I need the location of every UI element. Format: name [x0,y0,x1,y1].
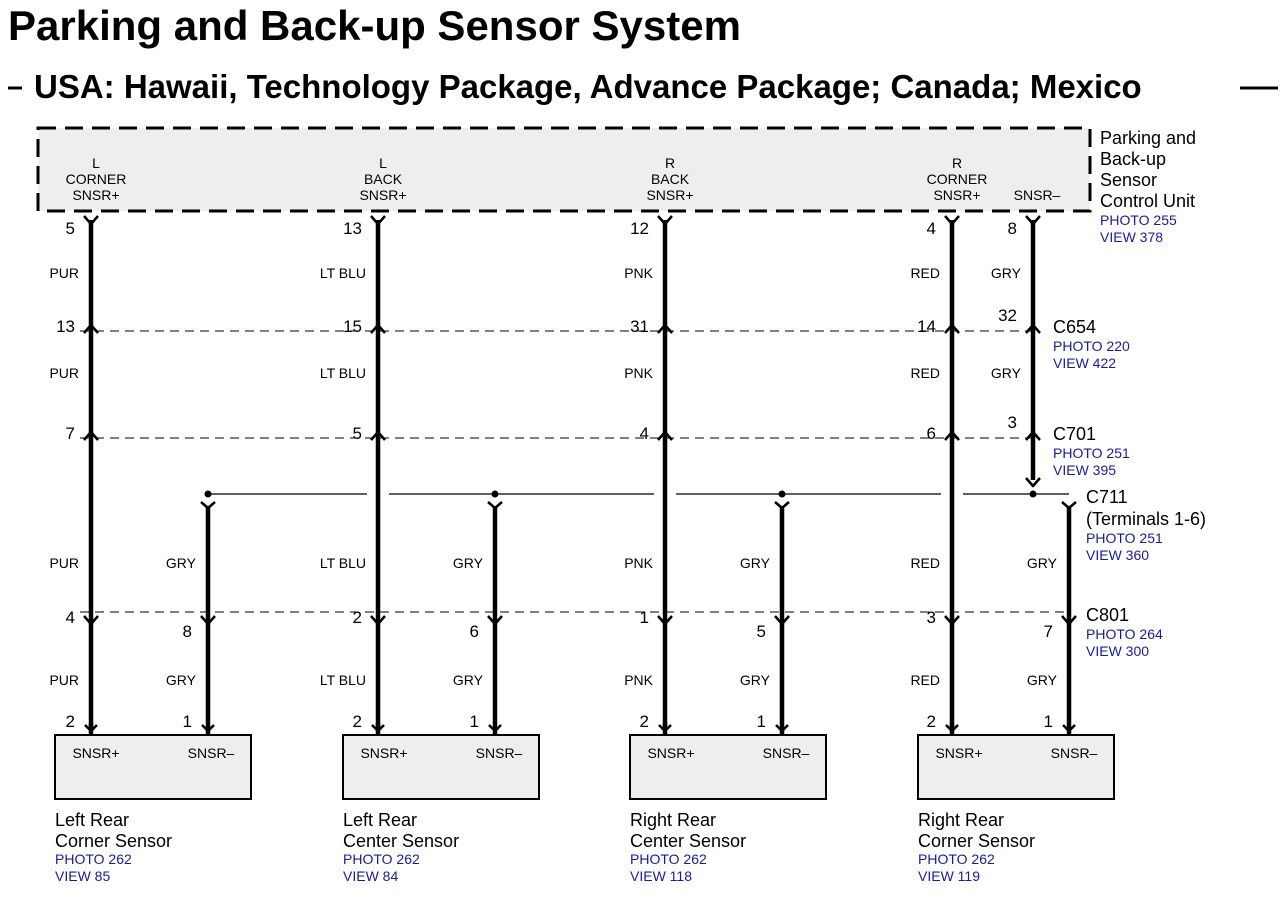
c801-pin-number: 5 [756,622,766,641]
control-unit-view-ref: VIEW 378 [1100,229,1164,245]
sensor-photo-ref: PHOTO 262 [55,851,132,867]
c654-view-ref: VIEW 422 [1053,355,1117,371]
c701-pin-number: 4 [639,424,649,443]
wire-color-label: GRY [165,555,196,571]
wires [55,216,1117,799]
control-unit-name-line: Parking and [1100,128,1197,148]
c701-view-ref: VIEW 395 [1053,462,1117,478]
wire-color-label: GRY [1026,672,1057,688]
sensor-pin-number: 2 [639,712,649,731]
wire-color-label: GRY [452,555,483,571]
control-unit-name-line: Control Unit [1100,191,1196,211]
c654-pin-number: 13 [56,317,75,336]
sensor-view-ref: VIEW 119 [918,868,980,884]
wire-color-label: LT BLU [319,672,366,688]
c654-photo-ref: PHOTO 220 [1053,338,1130,354]
sensor-neg-terminal-label: SNSR– [1050,745,1098,761]
wire-color-label: PNK [624,555,653,571]
control-unit-terminal-label: SNSR+ [359,187,407,203]
c654-name: C654 [1053,317,1097,337]
c801-pin-number: 3 [926,608,936,627]
wire-color-label: RED [910,672,940,688]
c801-pin-number: 4 [65,608,75,627]
control-unit-pin-number: 8 [1007,219,1017,238]
c701-pin-number: 3 [1007,413,1017,432]
control-unit-name [1100,128,1196,245]
control-unit-pin-number: 4 [926,219,936,238]
wire-color-label: GRY [990,365,1021,381]
c701-photo-ref: PHOTO 251 [1053,445,1130,461]
splice-dot [1030,491,1037,498]
c701-pin-number: 5 [352,424,362,443]
control-unit-terminal-label: BACK [363,171,403,187]
c801-pin-number: 1 [639,608,649,627]
c701-pin-number: 7 [65,424,75,443]
sensor-pos-terminal-label: SNSR+ [360,745,408,761]
wire-color-label: GRY [1026,555,1057,571]
control-unit-box [38,128,1090,211]
sensor-name-line: Corner Sensor [918,831,1036,851]
control-unit-name-line: Sensor [1100,170,1158,190]
sensor-pin-number: 2 [65,712,75,731]
sensor-name-line: Left Rear [55,810,130,830]
c654-pin-number: 31 [630,317,649,336]
sensor-pos-terminal-label: SNSR+ [72,745,120,761]
wire-color-label: PNK [624,672,653,688]
c801-pin-number: 2 [352,608,362,627]
control-unit-name-line: Back-up [1100,149,1167,169]
sensor-name-line: Center Sensor [630,831,747,851]
c711-terminals-note: (Terminals 1-6) [1086,509,1207,529]
control-unit-terminal-label: L [92,155,100,171]
wire-color-label: PNK [624,365,653,381]
sensor-name-line: Right Rear [918,810,1005,830]
sensor-photo-ref: PHOTO 262 [918,851,995,867]
wire-color-label: GRY [165,672,196,688]
sensor-photo-ref: PHOTO 262 [343,851,420,867]
wire-color-label: PUR [49,555,79,571]
control-unit-terminal-label: CORNER [926,171,988,187]
c801-pin-number: 7 [1043,622,1053,641]
control-unit-pin-number: 12 [630,219,649,238]
c801-pin-number: 8 [182,622,192,641]
page-subtitle: USA: Hawaii, Technology Package, Advance Package; Canada; Mexico [34,68,1142,105]
sensor-pin-number: 2 [926,712,936,731]
sensor-photo-ref: PHOTO 262 [630,851,707,867]
control-unit-pin-number: 13 [343,219,362,238]
sensor-name-line: Corner Sensor [55,831,173,851]
sensor-name-line: Left Rear [343,810,418,830]
wire-color-label: PUR [49,365,79,381]
sensor-view-ref: VIEW 85 [55,868,111,884]
control-unit-pin-number: 5 [65,219,75,238]
control-unit-terminal-label: BACK [650,171,690,187]
wire-color-label: LT BLU [319,365,366,381]
sensor-pin-number: 2 [352,712,362,731]
wire-color-label: GRY [739,555,770,571]
sensor-view-ref: VIEW 118 [630,868,692,884]
c654-pin-number: 14 [917,317,936,336]
page-title: Parking and Back-up Sensor System [8,2,741,49]
wire-color-label: RED [910,265,940,281]
control-unit-terminal-label: SNSR+ [646,187,694,203]
c701-name: C701 [1053,424,1097,444]
sensor-neg-terminal-label: SNSR– [762,745,810,761]
wire-color-label: RED [910,555,940,571]
c654-pin-number: 15 [343,317,362,336]
wire-color-label: LT BLU [319,265,366,281]
c711-photo-ref: PHOTO 251 [1086,530,1163,546]
sensor-neg-terminal-label: SNSR– [475,745,523,761]
sensor-pos-terminal-label: SNSR+ [935,745,983,761]
wire-color-label: GRY [990,265,1021,281]
control-unit-terminal-label: SNSR+ [933,187,981,203]
control-unit-terminal-label: SNSR+ [72,187,120,203]
sensor-name-line: Center Sensor [343,831,460,851]
control-unit-terminal-label: R [664,155,676,171]
sensor-view-ref: VIEW 84 [343,868,399,884]
c801-name: C801 [1086,605,1130,625]
wire-color-label: LT BLU [319,555,366,571]
c711-view-ref: VIEW 360 [1086,547,1150,563]
c701-pin-number: 6 [926,424,936,443]
sensor-neg-terminal-label: SNSR– [187,745,235,761]
sensor-name-line: Right Rear [630,810,717,830]
wire-color-label: PUR [49,265,79,281]
wire-color-label: PUR [49,672,79,688]
c801-view-ref: VIEW 300 [1086,643,1150,659]
control-unit-terminal-label: CORNER [65,171,127,187]
wire-color-label: PNK [624,265,653,281]
sensor-pin-number: 1 [469,712,479,731]
splice-dot [779,491,786,498]
c801-photo-ref: PHOTO 264 [1086,626,1163,642]
sensor-pin-number: 1 [1043,712,1053,731]
c711-name: C711 [1086,487,1128,507]
control-unit-terminal-label: L [379,155,387,171]
splice-dot [205,491,212,498]
sensor-pin-number: 1 [756,712,766,731]
wire-color-label: GRY [452,672,483,688]
c654-pin-number: 32 [998,306,1017,325]
splice-dot [492,491,499,498]
control-unit-photo-ref: PHOTO 255 [1100,212,1177,228]
sensor-pos-terminal-label: SNSR+ [647,745,695,761]
control-unit-terminal-label: R [951,155,963,171]
wire-color-label: GRY [739,672,770,688]
control-unit-terminal-label: SNSR– [1013,187,1061,203]
wire-color-label: RED [910,365,940,381]
c801-pin-number: 6 [469,622,479,641]
sensor-pin-number: 1 [182,712,192,731]
